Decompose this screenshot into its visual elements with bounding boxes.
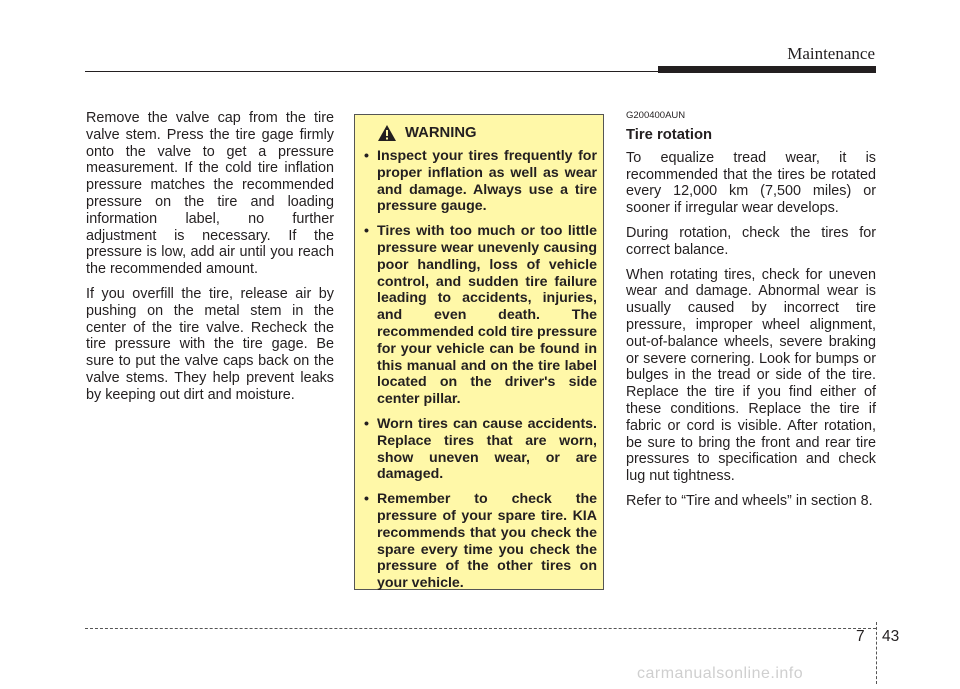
warning-title: WARNING — [405, 125, 477, 141]
warning-item-text: Inspect your tires frequently for proper inflation as well as wear and damage. Always use a tire pressure gauge. — [377, 148, 597, 215]
warning-item — [355, 223, 603, 408]
page-number-divider — [876, 622, 877, 684]
paragraph: When rotating tires, check for uneven wear and damage. Abnormal wear is usually caused by incorrect tire pressure, improper wheel alignment, out-of-balance wheels, severe braking or severe cornering. Look for bumps or bulges in the tread or side of the tire. Replace the tire if you find either of these conditions. Replace the tire if fabric or cord is visible. After rotation, be sure to bring the front and rear tire pressures to specification and check lug nut tightness. — [626, 266, 876, 485]
left-column — [86, 110, 334, 412]
right-column — [626, 110, 876, 518]
paragraph: During rotation, check the tires for correct balance. — [626, 224, 876, 258]
warning-list — [355, 148, 603, 592]
warning-box — [354, 114, 604, 590]
section-subtitle: Tire rotation — [626, 127, 713, 143]
footer-rule — [85, 628, 876, 629]
bullet: • — [364, 148, 369, 164]
header-rule-tab — [658, 66, 876, 73]
paragraph: Remove the valve cap from the tire valve stem. Press the tire gage firmly onto the valve to get a pressure measurement. If the cold tire inflation pressure matches the recommended pressure on the tire and loading information label, no further adjustment is necessary. If the pressure is low, add air until you reach the recommended amount. — [86, 110, 334, 278]
warning-triangle-icon — [377, 124, 397, 142]
warning-item — [355, 491, 603, 592]
page-number: 43 — [882, 628, 900, 645]
warning-item-text: Worn tires can cause accidents. Replace tires that are worn, show uneven wear, or are damaged. — [377, 415, 597, 483]
bullet: • — [364, 415, 369, 432]
chapter-number: 7 — [856, 628, 865, 645]
header-rule — [85, 71, 660, 72]
warning-item-text: Remember to check the pressure of your spare tire. KIA recommends that you check the spare every time you check the pressure of the other tires on your vehicle. — [377, 491, 597, 592]
warning-header — [377, 124, 603, 142]
section-title: Maintenance — [787, 44, 875, 63]
bullet: • — [364, 223, 369, 240]
warning-item-text: Tires with too much or too little pressure wear unevenly causing poor handling, loss of vehicle control, and sudden tire failure leading to accidents, injuries, and even death. The recommended cold tire pressure for your vehicle can be found in this manual and on the tire label located on the driver's side center pillar. — [377, 223, 597, 408]
section-code: G200400AUN — [626, 110, 686, 121]
paragraph: Refer to “Tire and wheels” in section 8. — [626, 492, 873, 509]
paragraph: If you overfill the tire, release air by pushing on the metal stem in the center of the tire valve. Recheck the tire pressure with the tire gage. Be sure to put the valve caps back on the valve stems. They help prevent leaks by keeping out dirt and moisture. — [86, 285, 334, 403]
warning-item — [355, 416, 603, 483]
bullet: • — [364, 491, 369, 508]
warning-item — [355, 148, 603, 215]
paragraph: To equalize tread wear, it is recommended that the tires be rotated every 12,000 km (7,500 miles) or sooner if irregular wear develops. — [626, 149, 876, 217]
watermark: carmanualsonline.info — [637, 665, 804, 682]
